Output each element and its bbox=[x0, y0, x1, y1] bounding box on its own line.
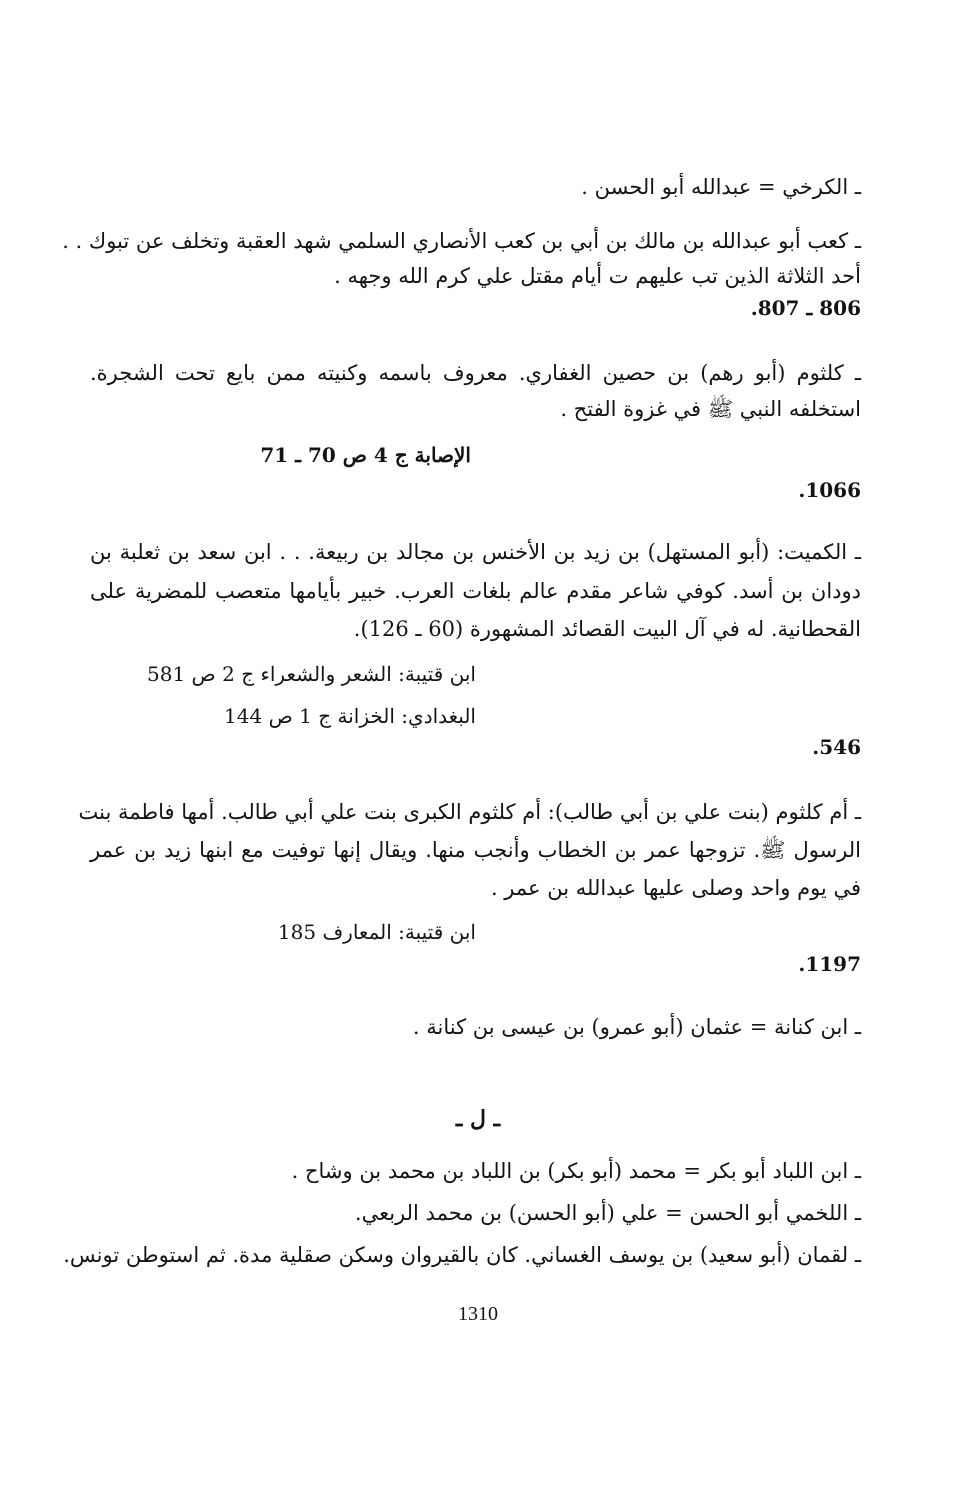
entry-umm-kulthum-line-1: ـ أم كلثوم (بنت علي بن أبي طالب): أم كلثوم الكبرى بنت علي أبي طالب. أمها فاطمة بنت bbox=[78, 800, 861, 824]
entry-kumayt-numbers: 546. bbox=[812, 735, 861, 759]
entry-kaab-line-2: أحد الثلاثة الذين تب عليهم ت أيام مقتل علي كرم الله وجهه . bbox=[334, 264, 861, 288]
entry-lakhmi: ـ اللخمي أبو الحسن = علي (أبو الحسن) بن محمد الربعي. bbox=[354, 1201, 861, 1225]
entry-umm-kulthum-reference: ابن قتيبة: المعارف 185 bbox=[277, 920, 476, 944]
entry-umm-kulthum-line-2: الرسول ﷺ. تزوجها عمر بن الخطاب وأنجب منها. ويقال إنها توفيت مع ابنها زيد بن عمر bbox=[90, 838, 861, 862]
entry-kulthum-numbers: 1066. bbox=[798, 478, 861, 502]
entry-ibn-labbad: ـ ابن اللباد أبو بكر = محمد (أبو بكر) بن اللباد بن محمد بن وشاح . bbox=[291, 1159, 861, 1183]
entry-karkhi: ـ الكرخي = عبدالله أبو الحسن . bbox=[581, 175, 861, 199]
entry-kumayt-line-1: ـ الكميت: (أبو المستهل) بن زيد بن الأخنس بن مجالد بن ربيعة. . . ابن سعد بن ثعلبة بن bbox=[90, 540, 861, 564]
entry-umm-kulthum-numbers: 1197. bbox=[798, 952, 861, 976]
section-header-lam: ـ ل ـ bbox=[455, 1106, 501, 1132]
entry-kumayt-line-3: القحطانية. له في آل البيت القصائد المشهورة (60 ـ 126). bbox=[353, 617, 861, 641]
page-number: 1310 bbox=[458, 1303, 498, 1325]
entry-kulthum-line-2: استخلفه النبي ﷺ في غزوة الفتح . bbox=[560, 397, 861, 421]
entry-ibn-kinana: ـ ابن كنانة = عثمان (أبو عمرو) بن عيسى بن كنانة . bbox=[412, 1015, 861, 1039]
entry-kulthum-reference: الإصابة ج 4 ص 70 ـ 71 bbox=[260, 443, 471, 467]
entry-umm-kulthum-line-3: في يوم واحد وصلى عليها عبدالله بن عمر . bbox=[490, 876, 861, 900]
entry-kumayt-reference-1: ابن قتيبة: الشعر والشعراء ج 2 ص 581 bbox=[147, 662, 476, 686]
entry-kaab-numbers: 806 ـ 807. bbox=[750, 296, 861, 320]
entry-kaab-line-1: ـ كعب أبو عبدالله بن مالك بن أبي بن كعب الأنصاري السلمي شهد العقبة وتخلف عن تبوك . . bbox=[62, 229, 861, 253]
entry-kumayt-reference-2: البغدادي: الخزانة ج 1 ص 144 bbox=[224, 704, 476, 728]
entry-kumayt-line-2: دودان بن أسد. كوفي شاعر مقدم عالم بلغات العرب. خبير بأيامها متعصب للمضرية على bbox=[90, 579, 861, 603]
entry-luqman: ـ لقمان (أبو سعيد) بن يوسف الغساني. كان بالقيروان وسكن صقلية مدة. ثم استوطن تونس. bbox=[63, 1243, 861, 1267]
entry-kulthum-line-1: ـ كلثوم (أبو رهم) بن حصين الغفاري. معروف باسمه وكنيته ممن بايع تحت الشجرة. bbox=[90, 361, 861, 385]
